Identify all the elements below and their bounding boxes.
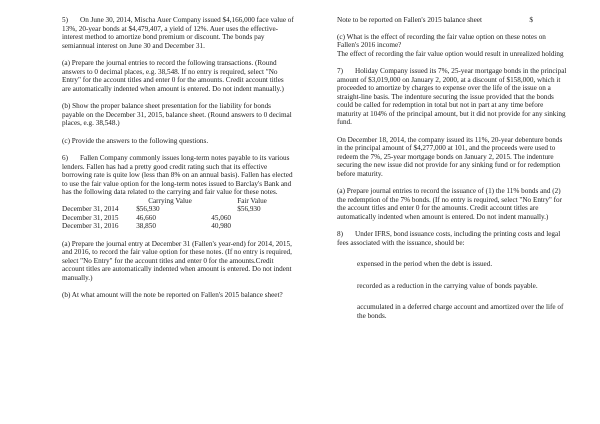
question-6-body: Fallen Company commonly issues long-term notes payable to its various lenders. Fallen has had a pretty good credit rating such that its effective borrowing rate is quite low (less than 8% on an annual basis). Fallen has elected to use the fair value option for the long-term notes issued to Barclay's Bank and has the following data related to the carrying and fair value for these notes.: [62, 154, 293, 196]
question-7-text-2: On December 18, 2014, the company issued its 11%, 20-year debenture bonds in the principal amount of $4,277,000 at 101, and the proceeds were used to redeem the 7%, 25-year mortgage bonds on January 2, 2015. The indenture securing the new issue did not provide for any sinking fund or for redemption before maturity.: [337, 135, 563, 178]
table-cell-date: December 31, 2015: [62, 213, 119, 222]
table-row: [62, 222, 294, 231]
table-header-blank: [62, 197, 126, 206]
question-6-part-a: (a) Prepare the journal entry at December 31 (Fallen's year-end) for 2014, 2015, and 2016, to record the fair value option for these notes. (If no entry is required, select "No Entry" for the account titles and enter 0 for the amounts.Credit account titles are automatically indented when amount is entered. Do not indent manually.): [62, 239, 292, 282]
note-reported-label: Note to be reported on Fallen's 2015 balance sheet: [337, 16, 482, 24]
table-header-carrying: Carrying Value: [148, 196, 192, 205]
table-header-fair: Fair Value: [237, 196, 267, 205]
question-8-number: 8): [337, 230, 343, 238]
question-5-body: On June 30, 2014, Mischa Auer Company issued $4,166,000 face value of 13%, 20-year bonds at $4,479,407, a yield of 12%. Auer uses the effective-interest method to amortize bond premium or discount. The bonds pay semiannual interest on June 30 and December 31.: [62, 16, 294, 50]
question-7-text: [337, 67, 569, 127]
table-cell-carrying: 38,850: [136, 222, 156, 230]
question-6-number: 6): [62, 154, 68, 162]
question-5-text: [62, 16, 294, 50]
question-5-number: 5): [62, 16, 68, 24]
question-6-part-b: (b) At what amount will the note be reported on Fallen's 2015 balance sheet?: [62, 291, 283, 299]
question-6-part-c-answer: The effect of recording the fair value option would result in unrealized holding: [337, 49, 564, 58]
question-8-option[interactable]: expensed in the period when the debt is issued.: [357, 260, 493, 268]
carrying-fair-value-table: [62, 197, 294, 231]
question-7-part-a: (a) Prepare journal entries to record the issuance of (1) the 11% bonds and (2) the redemption of the 7% bonds. (If no entry is required, select "No Entry" for the account titles and enter 0 for the amounts. Credit account titles are automatically indented when amount is entered. Do not indent manually.): [337, 187, 563, 221]
right-column: [337, 16, 569, 320]
table-header-row: [62, 197, 294, 206]
question-7-number: 7): [337, 67, 343, 75]
left-column: [62, 16, 294, 309]
question-5-part-c: (c) Provide the answers to the following questions.: [62, 136, 209, 145]
question-6-part-c: (c) What is the effect of recording the fair value option on these notes on Fallen's 2016 income?: [337, 32, 546, 49]
answer-field-dollar[interactable]: $: [529, 16, 533, 24]
question-7-body: Holiday Company issued its 7%, 25-year mortgage bonds in the principal amount of $3,019,000 on January 2, 2000, at a discount of $158,000, which it proceeded to amortize by charges to expense over the life of the issue on a straight-line basis. The indenture securing the issue provided that the bonds could be called for redemption in total but not in part at any time before maturity at 104% of the principal amount, but it did not provide for any sinking fund.: [337, 67, 567, 126]
table-cell-carrying: 46,660: [136, 213, 156, 222]
question-8-option[interactable]: accumulated in a deferred charge account and amortized over the life of the bonds.: [357, 303, 564, 320]
table-cell-carrying: $56,930: [136, 205, 160, 213]
question-5-part-a: (a) Prepare the journal entries to record the following transactions. (Round answers to 0 decimal places, e.g. 38,548. If no entry is required, select "No Entry" for the account titles and enter 0 for the amounts. Credit account titles are automatically indented when amount is entered. Do not indent manually.): [62, 59, 284, 93]
table-cell-date: December 31, 2014: [62, 205, 119, 213]
question-8-text: [337, 230, 569, 247]
table-cell-fair: 40,980: [211, 222, 232, 230]
question-6-text: [62, 154, 294, 197]
table-cell-fair: 45,060: [211, 213, 232, 222]
question-8-option[interactable]: recorded as a reduction in the carrying value of bonds payable.: [357, 281, 538, 290]
table-cell-date: December 31, 2016: [62, 222, 119, 230]
table-row: [62, 214, 294, 223]
question-5-part-b: (b) Show the proper balance sheet presentation for the liability for bonds payable on the December 31, 2015, balance sheet. (Round answers to 0 decimal places, e.g. 38,548.): [62, 102, 292, 127]
table-row: [62, 205, 294, 214]
question-8-body: Under IFRS, bond issuance costs, including the printing costs and legal fees associated with the issuance, should be:: [337, 230, 561, 247]
table-cell-fair: $56,930: [237, 205, 261, 213]
note-reported-line: [337, 16, 569, 25]
